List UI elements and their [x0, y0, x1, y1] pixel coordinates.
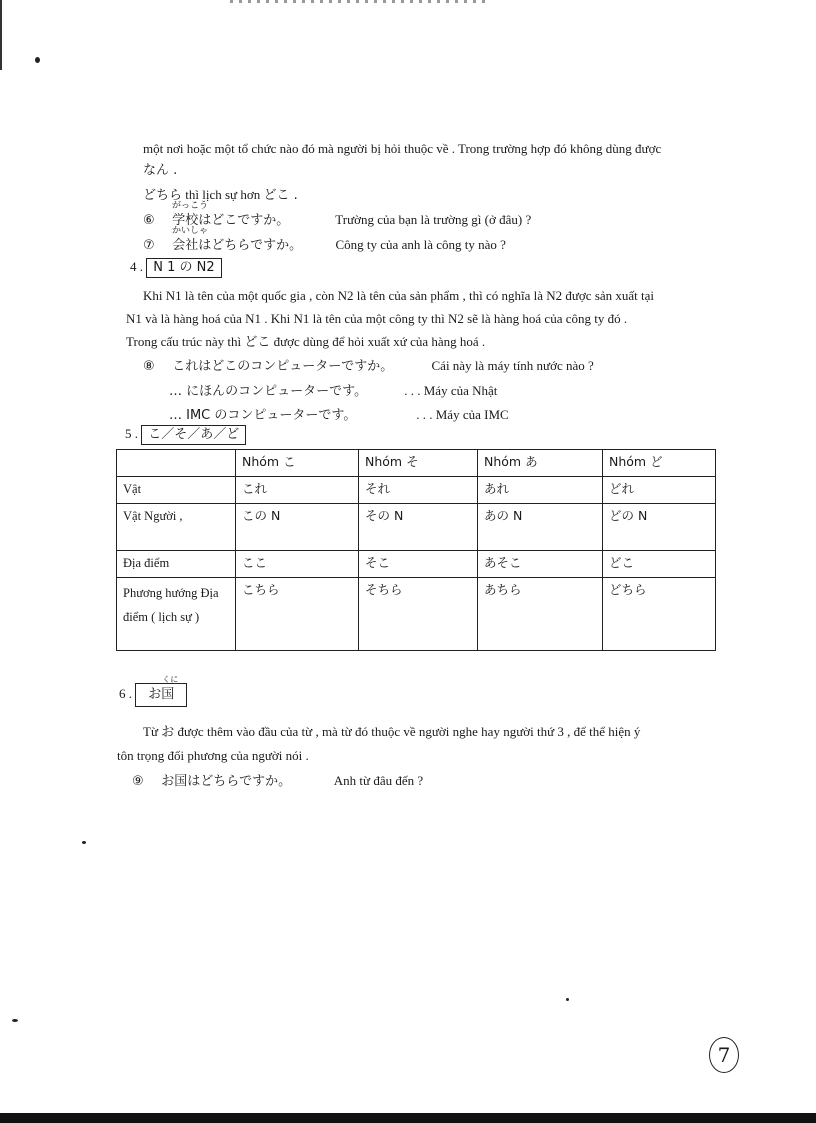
polite-kana: どちら: [143, 188, 183, 203]
table-cell: そちら: [359, 578, 478, 651]
section-number: 4 .: [130, 259, 143, 274]
row-label: Vật: [117, 477, 236, 504]
table-header-cell: [117, 450, 236, 477]
table-cell: あそこ: [478, 551, 603, 578]
text-span: Từ: [143, 724, 158, 739]
kana-span: お: [161, 725, 175, 740]
table-row: [117, 477, 716, 504]
scan-edge: [0, 0, 2, 70]
scan-speck: [566, 998, 569, 1001]
answer-1: [169, 383, 497, 400]
answer-translation: . . . Máy của Nhật: [404, 383, 498, 398]
example-japanese: 会社はどちらですか。: [172, 238, 303, 253]
table-header-cell: Nhóm あ: [478, 450, 603, 477]
table-cell: その N: [359, 504, 478, 551]
section-title: こ／そ／あ／ど: [141, 425, 246, 445]
example-japanese: お国はどちらですか。: [161, 774, 292, 789]
table-cell: どちら: [603, 578, 716, 651]
table-header-cell: Nhóm こ: [236, 450, 359, 477]
table-cell: あれ: [478, 477, 603, 504]
table-cell: こちら: [236, 578, 359, 651]
example-translation: Anh từ đâu đến ?: [333, 773, 424, 788]
example-number: ⑧: [143, 359, 155, 374]
furigana: くに: [162, 675, 179, 684]
table-cell: これ: [236, 477, 359, 504]
example-7: [143, 237, 506, 254]
table-cell: あちら: [478, 578, 603, 651]
row-label: Phương hướng Địa điểm ( lịch sự ): [117, 578, 236, 651]
scan-edge: [0, 1113, 816, 1123]
text-span: Trong cấu trúc này thì: [126, 334, 242, 349]
polite-end: どこ .: [263, 188, 298, 203]
paragraph-line: なん .: [143, 163, 178, 178]
section-heading-5: [125, 425, 246, 445]
text-span: được thêm vào đầu của từ , mà từ đó thuộc về người nghe hay người thứ 3 , để thể hiện ý: [177, 724, 641, 739]
section-heading-6: [119, 675, 187, 707]
scan-speck: [12, 1019, 18, 1022]
demonstrative-table: [116, 449, 716, 651]
page-number: 7: [709, 1037, 739, 1073]
example-japanese: これはどこのコンピューターですか。: [172, 359, 394, 374]
table-cell: どの N: [603, 504, 716, 551]
section-title: [135, 675, 187, 707]
section-heading-4: [130, 258, 222, 278]
furigana: かいしゃ: [172, 226, 209, 236]
table-cell: そこ: [359, 551, 478, 578]
answer-japanese: … IMC のコンピューターです。: [169, 408, 357, 423]
row-label: Địa điểm: [117, 551, 236, 578]
table-header-cell: Nhóm ど: [603, 450, 716, 477]
table-cell: それ: [359, 477, 478, 504]
polite-text: thì lịch sự hơn: [185, 187, 261, 202]
paragraph-line: một nơi hoặc một tổ chức nào đó mà người bị hỏi thuộc về . Trong trường hợp đó không dùng được: [143, 141, 662, 156]
paragraph-line: tôn trọng đối phương của người nói .: [117, 748, 309, 763]
table-header-cell: Nhóm そ: [359, 450, 478, 477]
table-cell: この N: [236, 504, 359, 551]
paragraph-line: N1 và là hàng hoá của N1 . Khi N1 là tên của một công ty thì N2 sẽ là hàng hoá của công ty đó .: [126, 311, 628, 326]
scan-speck: [35, 57, 40, 63]
scan-artifact: [230, 0, 490, 3]
table-header-row: [117, 450, 716, 477]
kana-span: どこ: [244, 335, 271, 350]
answer-japanese: … にほんのコンピューターです。: [169, 384, 368, 399]
furigana: がっこう: [172, 201, 209, 211]
section-number: 6 .: [119, 686, 132, 701]
table-cell: どれ: [603, 477, 716, 504]
example-number: ⑥: [143, 213, 155, 228]
table-row: [117, 578, 716, 651]
paragraph-line: [126, 334, 485, 351]
table-row: [117, 504, 716, 551]
example-number: ⑨: [132, 774, 144, 789]
example-translation: Cái này là máy tính nước nào ?: [431, 358, 594, 373]
example-japanese: 学校はどこですか。: [172, 213, 290, 228]
table-cell: あの N: [478, 504, 603, 551]
section-title-text: お国: [148, 687, 175, 702]
example-number: ⑦: [143, 238, 155, 253]
section-number: 5 .: [125, 426, 138, 441]
answer-translation: . . . Máy của IMC: [416, 407, 509, 422]
polite-note: [143, 187, 298, 204]
row-label: Vật Người ,: [117, 504, 236, 551]
table-cell: ここ: [236, 551, 359, 578]
scan-speck: [82, 841, 86, 844]
example-translation: Trường của bạn là trường gì (ở đâu) ?: [335, 212, 532, 227]
example-translation: Công ty của anh là công ty nào ?: [335, 237, 506, 252]
table-row: [117, 551, 716, 578]
answer-2: [169, 407, 509, 424]
example-8: [143, 358, 594, 375]
paragraph-line: Khi N1 là tên của một quốc gia , còn N2 là tên của sản phẩm , thì có nghĩa là N2 được sản xuất tại: [143, 288, 655, 303]
table-cell: どこ: [603, 551, 716, 578]
section-title: N 1 の N2: [146, 258, 221, 278]
text-span: được dùng để hỏi xuất xứ của hàng hoá .: [273, 334, 486, 349]
example-9: [132, 773, 423, 790]
paragraph-line: [143, 724, 640, 741]
